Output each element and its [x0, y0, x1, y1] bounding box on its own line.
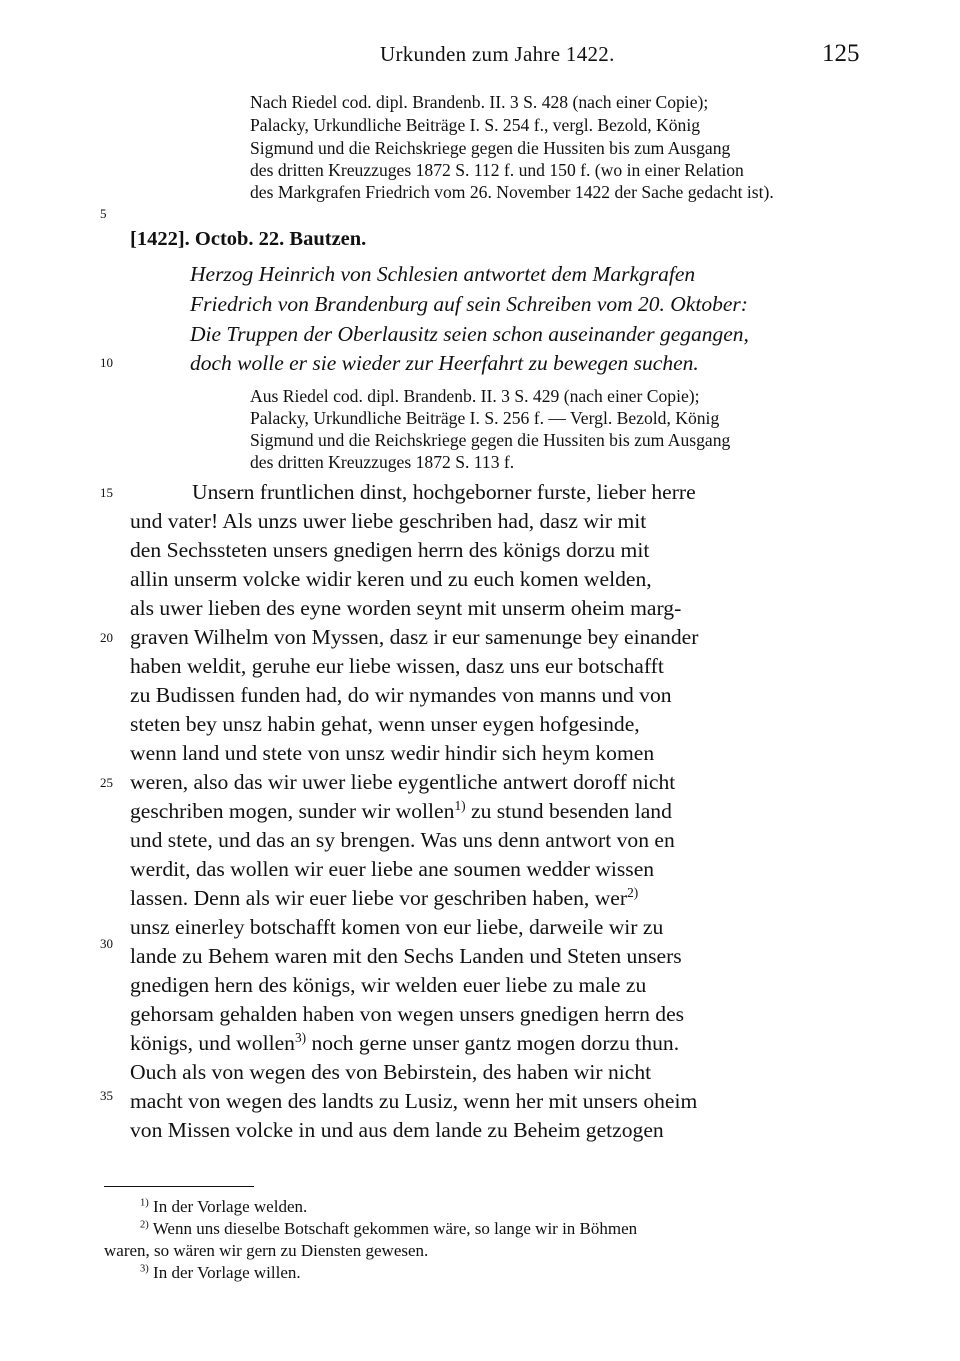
footnote-mark: 1)	[140, 1197, 149, 1209]
line-number: 35	[100, 1088, 113, 1103]
source-note-line: Palacky, Urkundliche Beiträge I. S. 256 f. — Vergl. Bezold, König	[250, 408, 720, 428]
body-line: haben weldit, geruhe eur liebe wissen, dasz uns eur botschafft	[130, 654, 664, 678]
line-number: 25	[100, 775, 113, 790]
line-number: 20	[100, 630, 113, 645]
body-line	[130, 1031, 679, 1056]
body-line	[130, 799, 672, 824]
footnote-ref: 1)	[454, 797, 466, 813]
line-number: 30	[100, 936, 113, 951]
source-note-line: Palacky, Urkundliche Beiträge I. S. 254 f., vergl. Bezold, König	[250, 115, 701, 135]
body-line: wenn land und stete von unsz wedir hindir sich heym komen	[130, 741, 655, 765]
body-line: den Sechssteten unsers gnedigen herrn des königs dorzu mit	[130, 538, 650, 562]
body-line: lande zu Behem waren mit den Sechs Landen und Steten unsers	[130, 944, 682, 968]
source-note-line: des dritten Kreuzzuges 1872 S. 112 f. und 150 f. (wo in einer Relation	[250, 160, 744, 180]
body-text-segment: zu stund besenden land	[465, 799, 672, 823]
line-number: 15	[100, 485, 113, 500]
body-line: gnedigen hern des königs, wir welden euer liebe zu male zu	[130, 973, 647, 997]
body-line	[130, 886, 638, 911]
running-title: Urkunden zum Jahre 1422.	[380, 42, 615, 66]
footnote-text: In der Vorlage welden.	[148, 1197, 308, 1216]
footnote-text: waren, so wären wir gern zu Diensten gewesen.	[104, 1241, 429, 1260]
body-line: Unsern fruntlichen dinst, hochgeborner furste, lieber herre	[192, 480, 696, 504]
source-note-line: Aus Riedel cod. dipl. Brandenb. II. 3 S. 429 (nach einer Copie);	[250, 386, 700, 406]
body-line: allin unserm volcke widir keren und zu euch komen welden,	[130, 567, 652, 591]
document-heading: [1422]. Octob. 22. Bautzen.	[130, 228, 367, 250]
source-note-line: Sigmund und die Reichskriege gegen die Hussiten bis zum Ausgang	[250, 430, 731, 450]
line-number: 5	[100, 206, 107, 221]
regest-line: Friedrich von Brandenburg auf sein Schreiben vom 20. Oktober:	[190, 292, 748, 316]
body-text-segment: königs, und wollen	[130, 1031, 295, 1055]
running-head	[0, 42, 960, 72]
body-line: graven Wilhelm von Myssen, dasz ir eur samenunge bey einander	[130, 625, 699, 649]
footnote	[140, 1263, 301, 1283]
footnote-continuation	[104, 1241, 428, 1261]
source-note-line: des Markgrafen Friedrich vom 26. November 1422 der Sache gedacht ist).	[250, 182, 774, 202]
footnote-text: Wenn uns dieselbe Botschaft gekommen wäre, so lange wir in Böhmen	[148, 1219, 638, 1238]
source-note-line: Nach Riedel cod. dipl. Brandenb. II. 3 S. 428 (nach einer Copie);	[250, 92, 709, 112]
regest-line: doch wolle er sie wieder zur Heerfahrt zu bewegen suchen.	[190, 351, 699, 375]
footnote	[140, 1197, 307, 1217]
body-line: und stete, und das an sy brengen. Was uns denn antwort von en	[130, 828, 675, 852]
body-line: werdit, das wollen wir euer liebe ane soumen wedder wissen	[130, 857, 655, 881]
body-line: von Missen volcke in und aus dem lande zu Beheim getzogen	[130, 1118, 664, 1142]
footnote	[140, 1219, 637, 1239]
body-line: Ouch als von wegen des von Bebirstein, des haben wir nicht	[130, 1060, 652, 1084]
body-text-segment: lassen. Denn als wir euer liebe vor geschriben haben, wer	[130, 886, 628, 910]
body-text-segment: noch gerne unser gantz mogen dorzu thun.	[306, 1031, 680, 1055]
footnote-mark: 3)	[140, 1263, 149, 1275]
body-line: weren, also das wir uwer liebe eygentliche antwert doroff nicht	[130, 770, 676, 794]
body-line: zu Budissen funden had, do wir nymandes von manns und von	[130, 683, 672, 707]
body-line: macht von wegen des landts zu Lusiz, wenn her mit unsers oheim	[130, 1089, 698, 1113]
body-line: als uwer lieben des eyne worden seynt mit unserm oheim marg-	[130, 596, 682, 620]
source-note-line: des dritten Kreuzzuges 1872 S. 113 f.	[250, 452, 515, 472]
footnote-ref: 3)	[294, 1029, 307, 1045]
page-number: 125	[822, 40, 860, 67]
body-text-segment: geschriben mogen, sunder wir wollen	[130, 799, 455, 823]
body-line: gehorsam gehalden haben von wegen unsers gnedigen herrn des	[130, 1002, 685, 1026]
line-number: 10	[100, 355, 113, 370]
footnote-divider	[104, 1186, 254, 1187]
footnote-text: In der Vorlage willen.	[148, 1263, 301, 1282]
body-line: steten bey unsz habin gehat, wenn unser eygen hofgesinde,	[130, 712, 640, 736]
body-line: und vater! Als unzs uwer liebe geschriben had, dasz wir mit	[130, 509, 647, 533]
footnote-ref: 2)	[627, 884, 639, 900]
source-note-line: Sigmund und die Reichskriege gegen die Hussiten bis zum Ausgang	[250, 138, 731, 158]
regest-line: Herzog Heinrich von Schlesien antwortet dem Markgrafen	[190, 262, 696, 286]
body-line: unsz einerley botschafft komen von eur liebe, darweile wir zu	[130, 915, 664, 939]
regest-line: Die Truppen der Oberlausitz seien schon auseinander gegangen,	[190, 322, 749, 346]
footnote-mark: 2)	[140, 1219, 149, 1231]
